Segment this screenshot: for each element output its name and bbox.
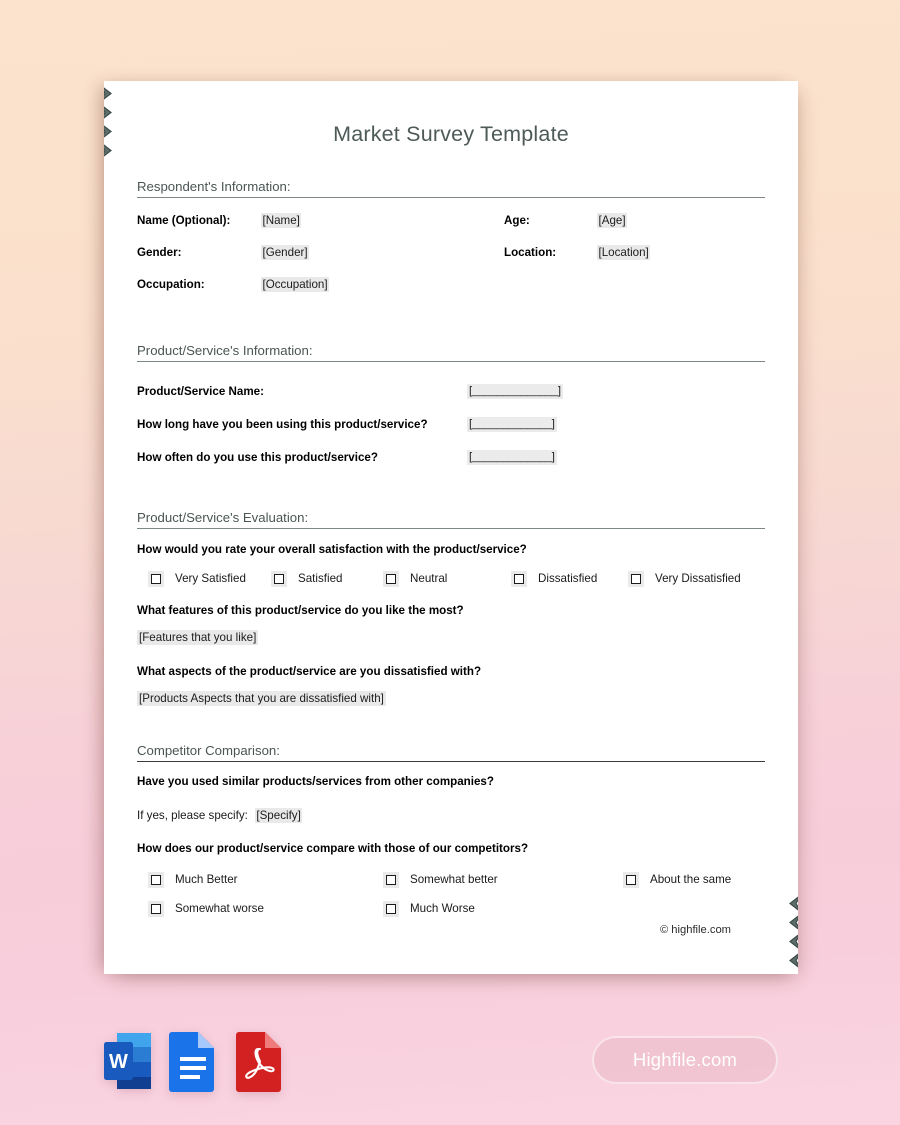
compare-options-row-2 <box>137 902 765 915</box>
occupation-label: Occupation: <box>137 278 205 291</box>
likes-answer-field[interactable]: [Features that you like] <box>139 631 257 644</box>
option-label: Much Better <box>175 873 238 886</box>
section-heading-evaluation: Product/Service's Evaluation: <box>137 510 765 529</box>
checkbox-icon[interactable] <box>386 875 396 885</box>
product-info-fields <box>137 375 765 474</box>
chevron-ornament-top-left <box>104 84 120 160</box>
specify-label: If yes, please specify: <box>137 809 248 822</box>
option-label: Satisfied <box>298 572 343 585</box>
checkbox-much-better[interactable] <box>151 873 386 886</box>
page-title: Market Survey Template <box>333 122 569 146</box>
compare-question: How does our product/service compare with those of our competitors? <box>137 842 529 855</box>
age-field[interactable]: [Age] <box>598 214 626 227</box>
age-label: Age: <box>504 214 530 227</box>
gender-field[interactable]: [Gender] <box>262 246 308 259</box>
checkbox-satisfied[interactable] <box>274 572 386 585</box>
option-label: Somewhat worse <box>175 902 264 915</box>
product-name-label: Product/Service Name: <box>137 385 264 398</box>
table-row <box>137 211 765 243</box>
brand-label: Highfile.com <box>632 1049 738 1070</box>
checkbox-somewhat-worse[interactable] <box>151 902 386 915</box>
compare-options-row-1 <box>137 873 765 886</box>
pdf-format-icon[interactable] <box>234 1029 290 1093</box>
usage-frequency-input[interactable]: [_____________] <box>467 450 557 465</box>
usage-duration-label: How long have you been using this product/service? <box>137 418 428 431</box>
name-label: Name (Optional): <box>137 214 231 227</box>
option-label: Dissatisfied <box>538 572 598 585</box>
checkbox-icon[interactable] <box>274 574 284 584</box>
location-label: Location: <box>504 246 557 259</box>
table-row <box>137 408 765 441</box>
checkbox-about-the-same[interactable] <box>626 873 731 886</box>
name-field[interactable]: [Name] <box>262 214 300 227</box>
word-letter: W <box>109 1051 128 1073</box>
checkbox-icon[interactable] <box>151 875 161 885</box>
google-docs-format-icon[interactable] <box>167 1029 223 1093</box>
chevron-right-icon <box>104 103 120 122</box>
word-format-icon[interactable] <box>100 1029 156 1093</box>
checkbox-dissatisfied[interactable] <box>514 572 631 585</box>
checkbox-icon[interactable] <box>151 904 161 914</box>
option-label: About the same <box>650 873 732 886</box>
satisfaction-question: How would you rate your overall satisfaction with the product/service? <box>137 543 527 556</box>
checkbox-icon[interactable] <box>514 574 524 584</box>
checkbox-much-worse[interactable] <box>386 902 626 915</box>
table-row <box>137 275 765 307</box>
likes-question: What features of this product/service do you like the most? <box>137 604 464 617</box>
section-heading-product-info: Product/Service's Information: <box>137 343 765 362</box>
dislikes-answer-field[interactable]: [Products Aspects that you are dissatisfied with] <box>139 692 384 705</box>
specify-row <box>137 808 765 823</box>
chevron-right-icon <box>104 84 120 103</box>
used-similar-question: Have you used similar products/services from other companies? <box>137 775 494 788</box>
chevron-right-icon <box>104 122 120 141</box>
occupation-field[interactable]: [Occupation] <box>262 278 328 291</box>
checkbox-icon[interactable] <box>151 574 161 584</box>
chevron-left-icon <box>781 913 798 932</box>
chevron-left-icon <box>781 932 798 951</box>
gender-label: Gender: <box>137 246 182 259</box>
option-label: Somewhat better <box>410 873 498 886</box>
usage-duration-input[interactable]: [_____________] <box>467 417 557 432</box>
download-format-icons <box>100 1029 290 1093</box>
product-name-input[interactable]: [______________] <box>467 384 563 399</box>
dislikes-question: What aspects of the product/service are you dissatisfied with? <box>137 665 482 678</box>
option-label: Neutral <box>410 572 448 585</box>
specify-field[interactable]: [Specify] <box>256 809 301 822</box>
table-row <box>137 441 765 474</box>
table-row <box>137 243 765 275</box>
copyright-footer: © highfile.com <box>659 924 731 936</box>
option-label: Very Dissatisfied <box>655 572 741 585</box>
table-row <box>137 375 765 408</box>
usage-frequency-label: How often do you use this product/service? <box>137 451 378 464</box>
chevron-ornament-bottom-right <box>781 894 798 970</box>
checkbox-somewhat-better[interactable] <box>386 873 626 886</box>
section-heading-respondent: Respondent's Information: <box>137 179 765 198</box>
chevron-left-icon <box>781 894 798 913</box>
document-page <box>104 81 798 974</box>
option-label: Much Worse <box>410 902 475 915</box>
checkbox-neutral[interactable] <box>386 572 514 585</box>
satisfaction-options <box>137 572 765 585</box>
respondent-fields <box>137 211 765 307</box>
highfile-brand-button[interactable] <box>592 1036 778 1084</box>
checkbox-very-satisfied[interactable] <box>151 572 274 585</box>
checkbox-icon[interactable] <box>386 904 396 914</box>
location-field[interactable]: [Location] <box>598 246 649 259</box>
option-label: Very Satisfied <box>175 572 246 585</box>
checkbox-icon[interactable] <box>386 574 396 584</box>
checkbox-icon[interactable] <box>631 574 641 584</box>
chevron-left-icon <box>781 951 798 970</box>
section-heading-competitor: Competitor Comparison: <box>137 743 765 762</box>
checkbox-icon[interactable] <box>626 875 636 885</box>
chevron-right-icon <box>104 141 120 160</box>
checkbox-very-dissatisfied[interactable] <box>631 572 741 585</box>
